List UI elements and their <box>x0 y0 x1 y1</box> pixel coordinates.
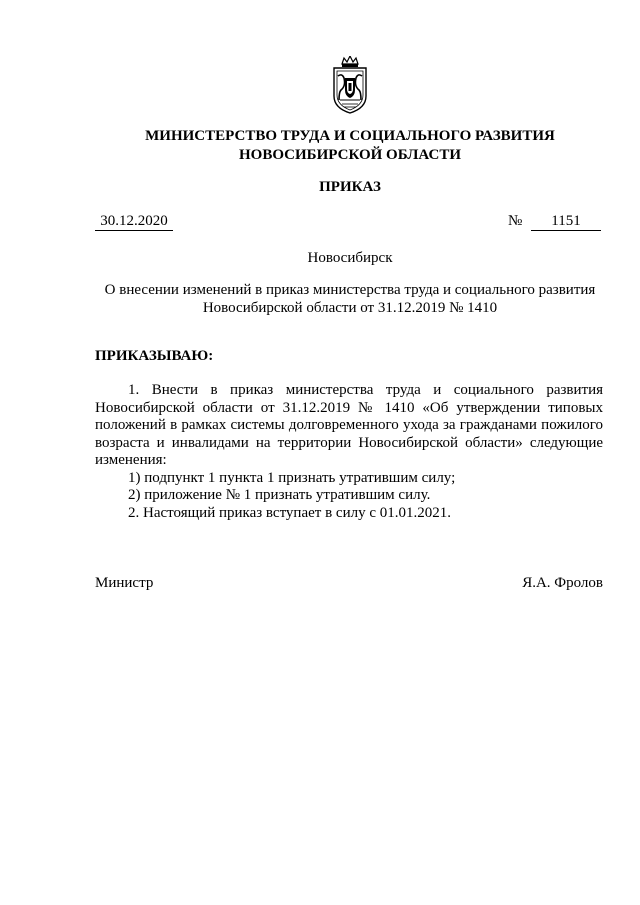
order-item-1: 1) подпункт 1 пункта 1 признать утратившим силу; <box>128 469 456 486</box>
order-paragraph-1: 1. Внести в приказ министерства труда и социального развития Новосибирской области от 31.12.2019 № 1410 «Об утверждении типовых положений в рамках системы долговременного ухода за гражданами пожилого возраста и инвалидами на территории Новосибирской области» следующие изменения: <box>95 382 603 468</box>
number-sign: № <box>508 213 523 229</box>
ministry-name <box>60 127 640 165</box>
order-number: 1151 <box>531 212 601 231</box>
order-subject-line1: О внесении изменений в приказ министерства труда и социального развития <box>104 282 596 298</box>
coat-of-arms-emblem <box>326 56 374 114</box>
order-item-2: 2) приложение № 1 признать утратившим силу. <box>128 487 431 503</box>
signatory-name: Я.А. Фролов <box>522 575 603 591</box>
order-date: 30.12.2020 <box>95 212 173 231</box>
ministry-name-line2: НОВОСИБИРСКОЙ ОБЛАСТИ <box>238 147 462 163</box>
order-subject <box>90 281 610 317</box>
document-type-title: ПРИКАЗ <box>319 179 381 195</box>
city-name: Новосибирск <box>307 250 393 266</box>
ministry-name-line1: МИНИСТЕРСТВО ТРУДА И СОЦИАЛЬНОГО РАЗВИТИЯ <box>145 128 555 144</box>
order-subject-line2: Новосибирской области от 31.12.2019 № 1410 <box>202 300 498 316</box>
order-command: ПРИКАЗЫВАЮ: <box>95 348 214 364</box>
signatory-title: Министр <box>95 575 154 591</box>
order-body <box>95 382 603 522</box>
order-paragraph-2: 2. Настоящий приказ вступает в силу с 01.01.2021. <box>128 504 451 521</box>
